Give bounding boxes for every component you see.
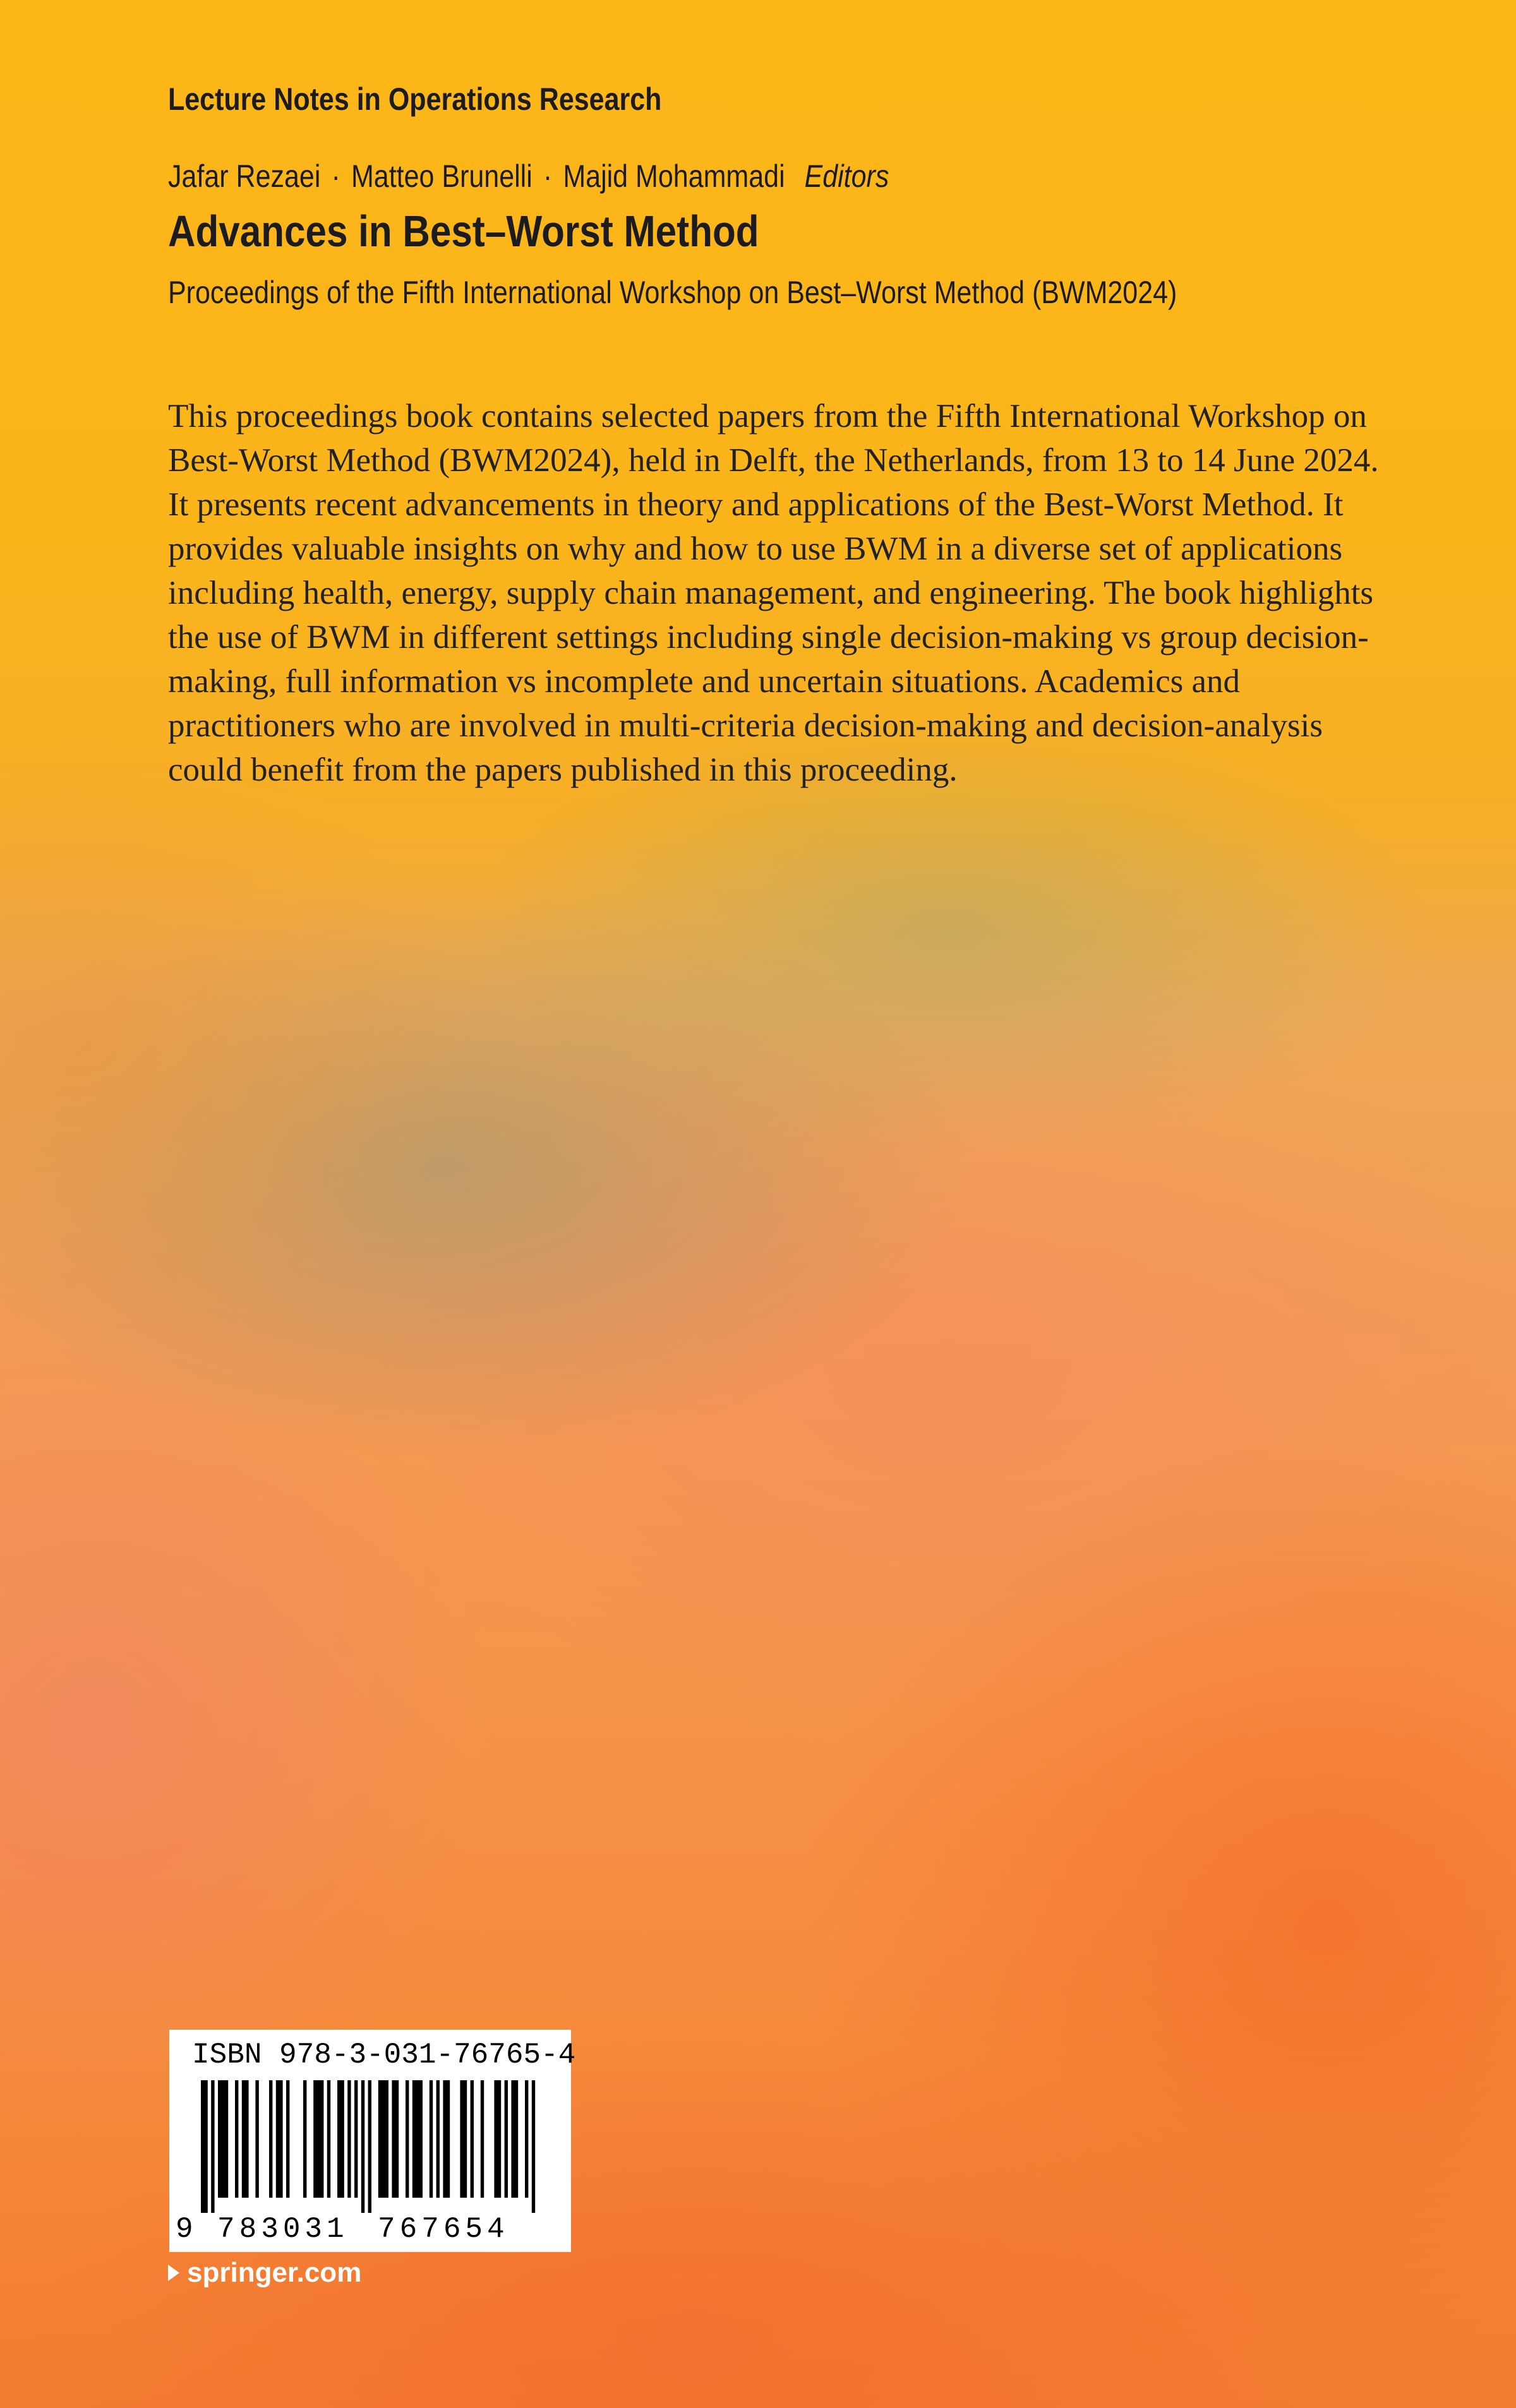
barcode-bar: [436, 2080, 440, 2198]
barcode-bar: [211, 2080, 214, 2213]
editor-name: Majid Mohammadi: [563, 159, 785, 194]
barcode-bar: [494, 2080, 501, 2198]
barcode-bar: [255, 2080, 258, 2198]
barcode-bar: [532, 2080, 535, 2213]
editors-line: [168, 158, 889, 195]
barcode-bar: [505, 2080, 508, 2198]
barcode-bar: [235, 2080, 238, 2198]
book-description: [168, 394, 1381, 792]
triangle-right-icon: [168, 2265, 179, 2281]
editor-separator: ·: [543, 159, 553, 194]
barcode-bars: [201, 2080, 542, 2213]
series-name: Lecture Notes in Operations Research: [168, 81, 662, 117]
barcode-bar: [218, 2080, 228, 2198]
barcode-bar: [276, 2080, 283, 2198]
barcode-bar: [406, 2080, 409, 2198]
barcode-bar: [378, 2080, 388, 2198]
barcode-bar: [347, 2080, 351, 2198]
ean-digits-left: 783031: [217, 2213, 349, 2246]
barcode-bar: [443, 2080, 450, 2198]
isbn-barcode: [169, 2030, 576, 2252]
barcode-bar: [337, 2080, 344, 2198]
barcode-bar: [201, 2080, 208, 2213]
barcode-bar: [511, 2080, 518, 2198]
description-text: This proceedings book contains selected papers from the Fifth International Workshop on Best-Worst Method (BWM2024), held in Delft, the Netherlands, from 13 to 14 June 2024. It presents recent advancements in theory and applications of the Best-Worst Method. It provides valuable insights on why and how to use BWM in a diverse set of applications including health, energy, supply chain management, and engineering. The book highlights the use of BWM in different settings including single decision-making vs group decision-making, full information vs incomplete and uncertain situations. Academics and practitioners who are involved in multi-criteria decision-making and decision-analysis could benefit from the papers published in this proceeding.: [168, 398, 1379, 788]
ean-digit-first: 9: [176, 2213, 193, 2246]
barcode-bar: [368, 2080, 371, 2213]
barcode-bar: [481, 2080, 484, 2198]
editor-name: Matteo Brunelli: [351, 159, 532, 194]
publisher-link[interactable]: [168, 2257, 361, 2289]
editors-role: Editors: [804, 159, 889, 194]
barcode-bar: [460, 2080, 467, 2198]
barcode-bar: [303, 2080, 306, 2198]
isbn-label: ISBN 978-3-031-76765-4: [192, 2039, 576, 2071]
barcode-bar: [313, 2080, 323, 2198]
ean-digits-right: 767654: [378, 2213, 509, 2246]
editor-separator: ·: [331, 159, 340, 194]
barcode-bar: [269, 2080, 272, 2198]
barcode-bar: [354, 2080, 358, 2198]
barcode-bar: [327, 2080, 330, 2198]
barcode-bar: [286, 2080, 289, 2198]
barcode-bar: [471, 2080, 474, 2198]
barcode-bar: [525, 2080, 528, 2198]
editor-name: Jafar Rezaei: [168, 159, 321, 194]
barcode-bar: [412, 2080, 423, 2198]
barcode-bar: [242, 2080, 249, 2198]
publisher-url[interactable]: springer.com: [187, 2257, 362, 2288]
barcode-bar: [392, 2080, 399, 2198]
book-title: Advances in Best–Worst Method: [168, 207, 759, 256]
barcode-bar: [430, 2080, 433, 2198]
book-subtitle: Proceedings of the Fifth International Workshop on Best–Worst Method (BWM2024): [168, 275, 1177, 310]
barcode-bar: [361, 2080, 364, 2213]
